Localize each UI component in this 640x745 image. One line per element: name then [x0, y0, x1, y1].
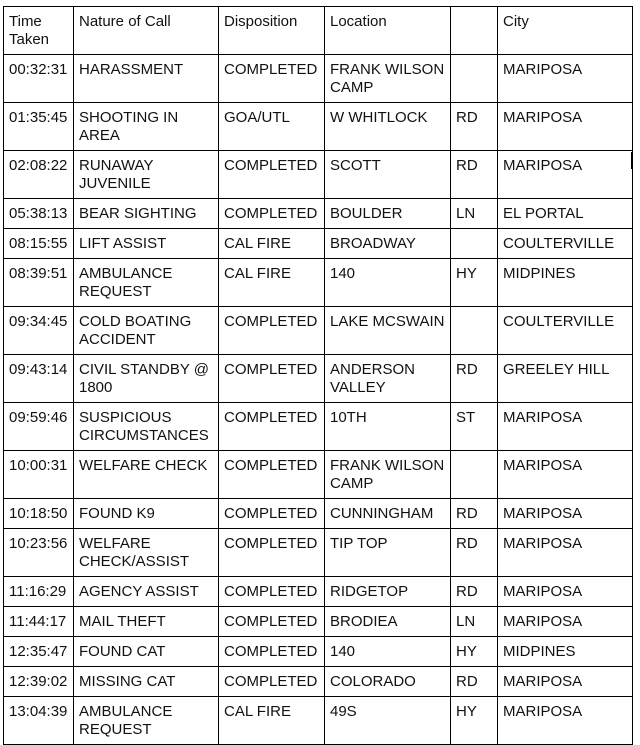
header-time-line1: Time — [9, 13, 42, 30]
cell-street-suffix: HY — [451, 637, 498, 667]
cell-disposition: GOA/UTL — [219, 103, 325, 151]
cell-time-taken: 09:43:14 — [4, 355, 74, 403]
cell-time-taken: 11:16:29 — [4, 577, 74, 607]
call-log-table — [3, 6, 633, 745]
cell-location: BRODIEA — [325, 607, 451, 637]
call-log-body — [4, 55, 633, 745]
cell-time-taken: 09:34:45 — [4, 307, 74, 355]
cell-nature-of-call: MISSING CAT — [74, 667, 219, 697]
cell-street-suffix: RD — [451, 529, 498, 577]
cell-time-taken: 09:59:46 — [4, 403, 74, 451]
cell-time-taken: 01:35:45 — [4, 103, 74, 151]
cell-location: ANDERSON VALLEY — [325, 355, 451, 403]
cell-street-suffix: RD — [451, 103, 498, 151]
cell-city: MIDPINES — [498, 259, 633, 307]
cell-time-taken: 00:32:31 — [4, 55, 74, 103]
cell-disposition: CAL FIRE — [219, 229, 325, 259]
cell-location: BROADWAY — [325, 229, 451, 259]
table-row — [4, 55, 633, 103]
cell-disposition: CAL FIRE — [219, 259, 325, 307]
cell-disposition: COMPLETED — [219, 529, 325, 577]
cell-location: SCOTT — [325, 151, 451, 199]
cell-time-taken: 10:00:31 — [4, 451, 74, 499]
table-row — [4, 529, 633, 577]
cell-street-suffix: RD — [451, 499, 498, 529]
cell-city: MARIPOSA — [498, 103, 633, 151]
cell-street-suffix: RD — [451, 355, 498, 403]
header-street-suffix — [451, 7, 498, 55]
cell-city: MARIPOSA — [498, 151, 633, 199]
cell-location: FRANK WILSON CAMP — [325, 55, 451, 103]
cell-location: TIP TOP — [325, 529, 451, 577]
cell-location: 49S — [325, 697, 451, 745]
cell-street-suffix: HY — [451, 697, 498, 745]
cell-location: W WHITLOCK — [325, 103, 451, 151]
cell-street-suffix: ST — [451, 403, 498, 451]
cell-disposition: COMPLETED — [219, 403, 325, 451]
table-row — [4, 355, 633, 403]
cell-nature-of-call: AMBULANCE REQUEST — [74, 697, 219, 745]
table-row — [4, 229, 633, 259]
header-city: City — [498, 7, 633, 55]
cell-city: MARIPOSA — [498, 403, 633, 451]
header-disposition: Disposition — [219, 7, 325, 55]
cell-nature-of-call: CIVIL STANDBY @ 1800 — [74, 355, 219, 403]
cell-city: MARIPOSA — [498, 607, 633, 637]
cell-city: MARIPOSA — [498, 577, 633, 607]
cell-disposition: COMPLETED — [219, 55, 325, 103]
cell-nature-of-call: WELFARE CHECK — [74, 451, 219, 499]
cell-location: LAKE MCSWAIN — [325, 307, 451, 355]
cell-city: MARIPOSA — [498, 529, 633, 577]
cell-city: COULTERVILLE — [498, 229, 633, 259]
cell-location: CUNNINGHAM — [325, 499, 451, 529]
cell-street-suffix — [451, 55, 498, 103]
cell-location: RIDGETOP — [325, 577, 451, 607]
cell-time-taken: 05:38:13 — [4, 199, 74, 229]
cell-nature-of-call: MAIL THEFT — [74, 607, 219, 637]
cell-nature-of-call: LIFT ASSIST — [74, 229, 219, 259]
cell-street-suffix: HY — [451, 259, 498, 307]
cell-nature-of-call: BEAR SIGHTING — [74, 199, 219, 229]
table-row — [4, 451, 633, 499]
cell-disposition: COMPLETED — [219, 499, 325, 529]
cell-nature-of-call: AMBULANCE REQUEST — [74, 259, 219, 307]
cell-disposition: COMPLETED — [219, 199, 325, 229]
cell-time-taken: 02:08:22 — [4, 151, 74, 199]
header-time-line2: Taken — [9, 31, 50, 48]
header-location: Location — [325, 7, 451, 55]
cell-location: BOULDER — [325, 199, 451, 229]
cell-street-suffix: RD — [451, 577, 498, 607]
cell-nature-of-call: FOUND K9 — [74, 499, 219, 529]
cell-location: 10TH — [325, 403, 451, 451]
cell-street-suffix — [451, 229, 498, 259]
cell-disposition: COMPLETED — [219, 637, 325, 667]
cell-city: MARIPOSA — [498, 55, 633, 103]
cell-time-taken: 08:15:55 — [4, 229, 74, 259]
cell-nature-of-call: SHOOTING IN AREA — [74, 103, 219, 151]
cell-disposition: COMPLETED — [219, 307, 325, 355]
cell-time-taken: 08:39:51 — [4, 259, 74, 307]
cell-location: 140 — [325, 259, 451, 307]
cell-city: MARIPOSA — [498, 451, 633, 499]
table-row — [4, 577, 633, 607]
cell-disposition: COMPLETED — [219, 151, 325, 199]
table-row — [4, 403, 633, 451]
cell-nature-of-call: WELFARE CHECK/ASSIST — [74, 529, 219, 577]
cell-street-suffix — [451, 451, 498, 499]
table-row — [4, 637, 633, 667]
cell-disposition: COMPLETED — [219, 355, 325, 403]
cell-street-suffix: RD — [451, 151, 498, 199]
cell-location: FRANK WILSON CAMP — [325, 451, 451, 499]
header-row — [4, 7, 633, 55]
cell-disposition: COMPLETED — [219, 607, 325, 637]
stray-mark — [631, 152, 632, 169]
cell-disposition: COMPLETED — [219, 667, 325, 697]
cell-city: GREELEY HILL — [498, 355, 633, 403]
cell-disposition: COMPLETED — [219, 577, 325, 607]
cell-location: 140 — [325, 637, 451, 667]
cell-nature-of-call: AGENCY ASSIST — [74, 577, 219, 607]
cell-location: COLORADO — [325, 667, 451, 697]
table-row — [4, 103, 633, 151]
table-row — [4, 151, 633, 199]
cell-nature-of-call: SUSPICIOUS CIRCUMSTANCES — [74, 403, 219, 451]
table-row — [4, 667, 633, 697]
cell-time-taken: 11:44:17 — [4, 607, 74, 637]
cell-city: MIDPINES — [498, 637, 633, 667]
cell-time-taken: 12:35:47 — [4, 637, 74, 667]
cell-city: MARIPOSA — [498, 697, 633, 745]
cell-time-taken: 10:18:50 — [4, 499, 74, 529]
table-row — [4, 199, 633, 229]
header-time-taken — [4, 7, 74, 55]
cell-time-taken: 13:04:39 — [4, 697, 74, 745]
table-row — [4, 499, 633, 529]
cell-disposition: CAL FIRE — [219, 697, 325, 745]
cell-city: COULTERVILLE — [498, 307, 633, 355]
cell-nature-of-call: FOUND CAT — [74, 637, 219, 667]
cell-time-taken: 12:39:02 — [4, 667, 74, 697]
cell-disposition: COMPLETED — [219, 451, 325, 499]
cell-city: MARIPOSA — [498, 499, 633, 529]
table-row — [4, 259, 633, 307]
cell-nature-of-call: HARASSMENT — [74, 55, 219, 103]
cell-street-suffix — [451, 307, 498, 355]
header-nature-of-call: Nature of Call — [74, 7, 219, 55]
cell-city: MARIPOSA — [498, 667, 633, 697]
table-row — [4, 607, 633, 637]
cell-time-taken: 10:23:56 — [4, 529, 74, 577]
cell-nature-of-call: COLD BOATING ACCIDENT — [74, 307, 219, 355]
cell-nature-of-call: RUNAWAY JUVENILE — [74, 151, 219, 199]
cell-street-suffix: LN — [451, 199, 498, 229]
table-row — [4, 697, 633, 745]
table-row — [4, 307, 633, 355]
cell-street-suffix: RD — [451, 667, 498, 697]
cell-city: EL PORTAL — [498, 199, 633, 229]
cell-street-suffix: LN — [451, 607, 498, 637]
